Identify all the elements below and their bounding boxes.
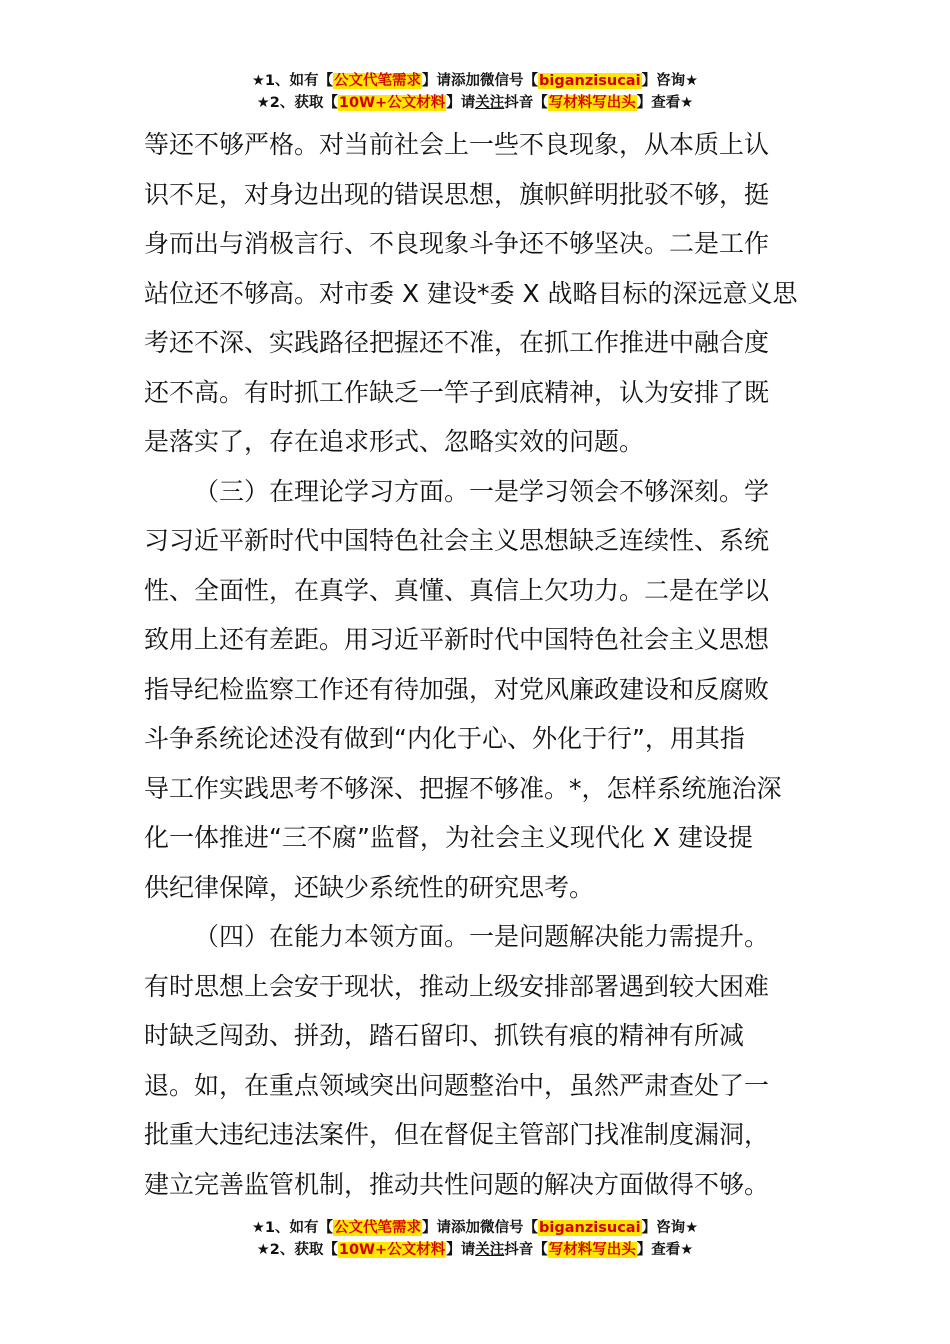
body-text [144,120,814,1209]
banner-line-1 [0,70,950,92]
footer-banner [0,1217,950,1261]
banner-text: ★1、如有【 [251,73,334,89]
banner-highlight: 公文代笔需求 [334,73,422,89]
banner-highlight: 10W+公文材料 [338,95,446,111]
body-line: 供纪律保障，还缺少系统性的研究思考。 [144,872,595,902]
section-heading-line: （三）在理论学习方面。一是学习领会不够深刻。学 [194,476,770,506]
body-line: 性、全面性，在真学、真懂、真信上欠功力。二是在学以 [144,575,770,605]
banner-text: 微信号【 [480,1220,539,1236]
body-line: 指导纪检监察工作还有待加强，对党风廉政建设和反腐败 [144,674,770,704]
body-line: 时缺乏闯劲、拼劲，踏石留印、抓铁有痕的精神有所减 [144,1021,745,1050]
banner-highlight: 公文代笔需求 [334,1220,422,1236]
banner-text: 关注 [475,95,505,111]
banner-text: 抖音【 [504,95,548,111]
body-line: 身而出与消极言行、不良现象斗争还不够坚决。二是工作 [144,229,770,258]
body-line: 建立完善监管机制，推动共性问题的解决方面做得不够。 [144,1169,770,1199]
banner-highlight: biganzisucai [539,1220,641,1236]
banner-text: 】咨询★ [641,1220,699,1236]
banner-text: 】请 [446,1242,476,1258]
banner-text: 】请 [422,1220,452,1236]
banner-text: 微信号【 [480,73,539,89]
body-line: 致用上还有差距。用习近平新时代中国特色社会主义思想 [144,625,770,654]
header-banner [0,70,950,114]
banner-highlight: 10W+公文材料 [338,1242,446,1258]
banner-text: 】查看★ [636,95,694,111]
body-line: 等还不够严格。对当前社会上一些不良现象，从本质上认 [144,130,770,159]
banner-text: 】查看★ [636,1242,694,1258]
banner-text: 关注 [475,1242,505,1258]
body-line: 站位还不够高。对市委 X 建设*委 X 战略目标的深远意义思 [144,278,798,308]
section-heading-line: （四）在能力本领方面。一是问题解决能力需提升。 [194,922,770,951]
body-line: 识不足，对身边出现的错误思想，旗帜鲜明批驳不够，挺 [144,179,770,209]
body-line: 导工作实践思考不够深、把握不够准。*，怎样系统施治深 [144,773,782,803]
body-line: 有时思想上会安于现状，推动上级安排部署遇到较大困难 [144,971,770,1001]
banner-line-2 [0,92,950,114]
banner-text: 抖音【 [504,1242,548,1258]
body-line: 还不高。有时抓工作缺乏一竿子到底精神，认为安排了既 [144,377,770,407]
banner-text: ★1、如有【 [251,1220,334,1236]
banner-text: 】请 [446,95,476,111]
body-line: 考还不深、实践路径把握还不准，在抓工作推进中融合度 [144,328,770,357]
banner-text: ★2、获取【 [256,95,338,111]
body-line: 化一体推进“三不腐”监督，为社会主义现代化 X 建设提 [144,823,753,852]
banner-text: 添加 [451,73,481,89]
banner-line-1 [0,1217,950,1239]
banner-highlight: biganzisucai [539,73,641,89]
banner-highlight: 写材料写出头 [548,95,636,111]
body-line: 斗争系统论述没有做到“内化于心、外化于行”，用其指 [144,724,745,753]
body-line: 退。如，在重点领域突出问题整治中，虽然严肃查处了一 [144,1070,770,1100]
banner-highlight: 写材料写出头 [548,1242,636,1258]
banner-text: 】请 [422,73,452,89]
banner-text: 添加 [451,1220,481,1236]
banner-text: ★2、获取【 [256,1242,338,1258]
banner-text: 】咨询★ [641,73,699,89]
body-line: 是落实了，存在追求形式、忽略实效的问题。 [144,427,645,456]
banner-line-2 [0,1239,950,1261]
body-line: 习习近平新时代中国特色社会主义思想缺乏连续性、系统 [144,526,770,555]
body-line: 批重大违纪违法案件，但在督促主管部门找准制度漏洞， [144,1120,770,1149]
